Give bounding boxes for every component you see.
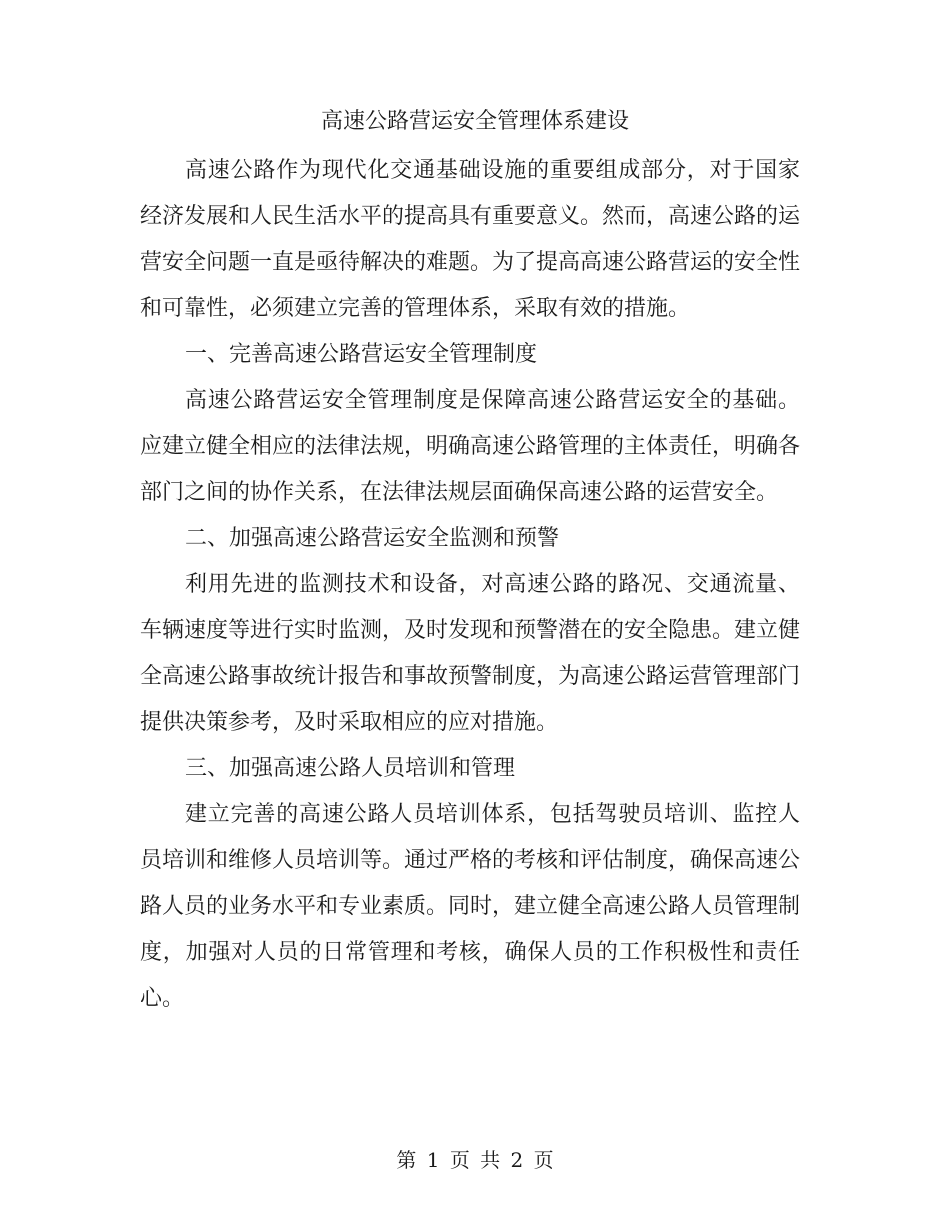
document-title: 高速公路营运安全管理体系建设 [320,109,629,134]
section-heading-1: 一、完善高速公路营运安全管理制度 [185,342,538,367]
intro-paragraph: 高速公路作为现代化交通基础设施的重要组成部分，对于国家经济发展和人民生活水平的提高具有重要意义。然而，高速公路的运营安全问题一直是亟待解决的难题。为了提高高速公路营运的安全性和可靠性，必须建立完善的管理体系，采取有效的措施。 [140,158,801,321]
section-heading-2: 二、加强高速公路营运安全监测和预警 [185,526,560,551]
page-number-footer: 第 1 页 共 2 页 [396,1148,554,1172]
document-body [140,148,800,1022]
section-body-2: 利用先进的监测技术和设备，对高速公路的路况、交通流量、车辆速度等进行实时监测，及时发现和预警潜在的安全隐患。建立健全高速公路事故统计报告和事故预警制度，为高速公路运营管理部门提供决策参考，及时采取相应的应对措施。 [140,572,801,735]
section-body-1: 高速公路营运安全管理制度是保障高速公路营运安全的基础。应建立健全相应的法律法规，明确高速公路管理的主体责任，明确各部门之间的协作关系，在法律法规层面确保高速公路的运营安全。 [140,388,801,505]
section-body-3: 建立完善的高速公路人员培训体系，包括驾驶员培训、监控人员培训和维修人员培训等。通过严格的考核和评估制度，确保高速公路人员的业务水平和专业素质。同时，建立健全高速公路人员管理制度，加强对人员的日常管理和考核，确保人员的工作积极性和责任心。 [140,802,801,1011]
section-heading-3: 三、加强高速公路人员培训和管理 [185,756,516,781]
